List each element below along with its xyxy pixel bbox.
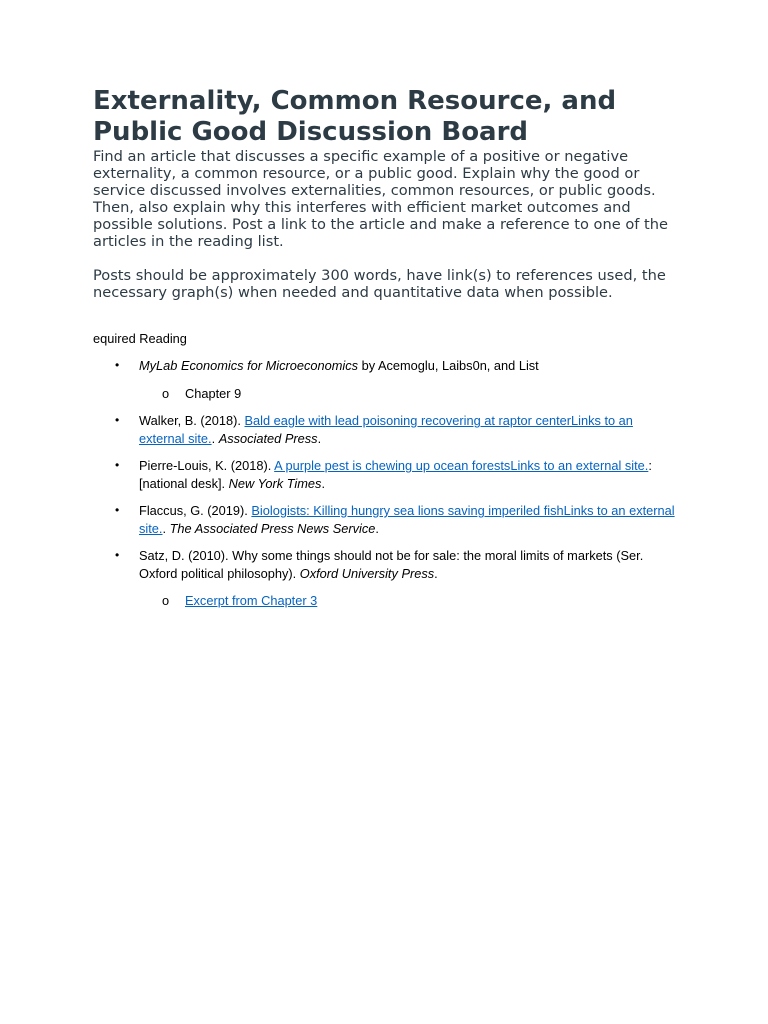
sub-bullet-icon: o [162, 593, 170, 608]
reference-end: . [434, 565, 438, 581]
bullet-icon: • [115, 458, 120, 472]
reference-source: New York Times [228, 475, 322, 491]
page-title: Externality, Common Resource, and Public Good Discussion Board [93, 86, 617, 147]
reference-end: . [375, 520, 379, 536]
sub-item-excerpt [139, 592, 678, 610]
sub-item-chapter [139, 385, 678, 403]
requirements-paragraph: Posts should be approximately 300 words, have link(s) to references used, the necessary graph(s) when needed and quantitative data when possible. [93, 267, 666, 301]
reference-prefix: Satz, D. (2010). Why some things should not be for sale: the moral limits of markets (Ser. Oxford political philosophy). [139, 548, 644, 581]
reference-mid: . [162, 520, 170, 536]
reference-source: The Associated Press News Service [169, 520, 376, 536]
sub-bullet-icon: o [162, 385, 170, 401]
reference-item-textbook [93, 357, 678, 402]
reference-prefix: Walker, B. (2018). [139, 413, 245, 428]
reference-mid: . [211, 430, 219, 446]
reference-item-flaccus [93, 502, 678, 537]
bullet-icon: • [115, 548, 120, 562]
reference-end: . [321, 475, 326, 491]
reading-list-heading: equired Reading [93, 331, 187, 346]
reference-mid: : [national desk]. [139, 458, 652, 491]
book-title: MyLab Economics for Microeconomics [139, 358, 359, 373]
article-link-purple-pest[interactable]: A purple pest is chewing up ocean forestsLinks to an external site. [274, 458, 649, 473]
reference-prefix: Flaccus, G. (2019). [139, 503, 252, 518]
bullet-icon: • [115, 503, 120, 517]
reference-end: . [317, 430, 322, 446]
reference-source: Oxford University Press [299, 565, 435, 581]
sub-list [139, 385, 678, 403]
document-page [93, 86, 678, 620]
excerpt-link[interactable]: Excerpt from Chapter 3 [185, 593, 318, 608]
reference-item-walker [93, 412, 678, 447]
instructions-paragraph: Find an article that discusses a specific example of a positive or negative externality, a common resource, or a public good. Explain why the good or service discussed involves externalities, common resources, or public goods. Then, also explain why this interferes with efficient market outcomes and possible solutions. Post a link to the article and make a reference to one of the articles in the reading list. [93, 148, 669, 250]
reading-list [93, 357, 678, 610]
book-authors: by Acemoglu, Laibs0n, and List [358, 358, 539, 373]
reference-source: Associated Press [218, 430, 318, 446]
reference-prefix: Pierre-Louis, K. (2018). [139, 458, 275, 473]
reference-item-pierre-louis [93, 457, 678, 492]
article-link-bald-eagle[interactable]: Bald eagle with lead poisoning recovering at raptor centerLinks to an external site. [139, 413, 633, 446]
reference-item-satz [93, 547, 678, 610]
bullet-icon: • [115, 358, 120, 372]
sub-list [139, 592, 678, 610]
chapter-label: Chapter 9 [185, 385, 242, 401]
article-link-sea-lions[interactable]: Biologists: Killing hungry sea lions saving imperiled fishLinks to an external site. [139, 503, 675, 536]
bullet-icon: • [115, 413, 120, 427]
